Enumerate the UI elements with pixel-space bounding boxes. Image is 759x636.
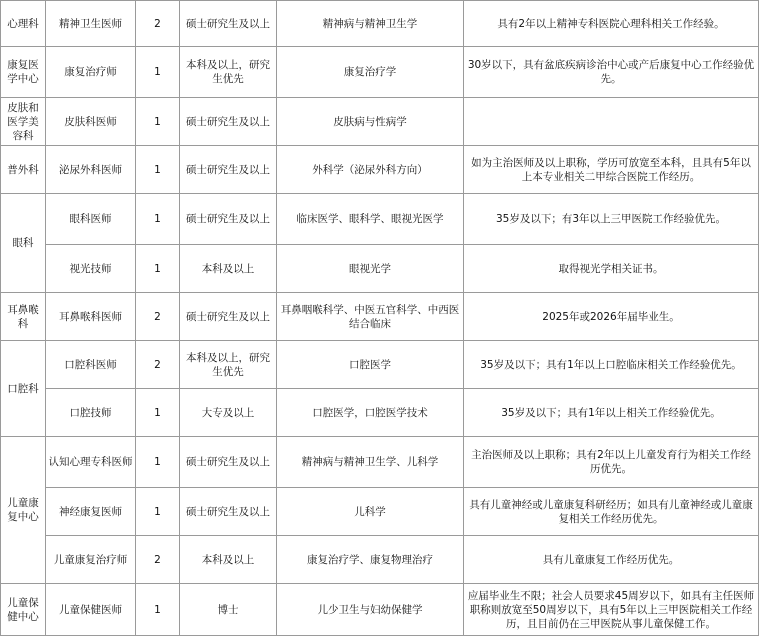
headcount-cell: 1 [136,389,180,437]
table-row [1,341,759,389]
table-row [1,437,759,488]
table-row [1,488,759,536]
department-cell: 心理科 [1,1,46,47]
education-cell: 硕士研究生及以上 [180,437,277,488]
headcount-cell: 2 [136,536,180,584]
requirement-cell: 主治医师及以上职称；具有2年以上儿童发育行为相关工作经历优先。 [464,437,759,488]
requirement-cell: 具有儿童康复工作经历优先。 [464,536,759,584]
education-cell: 硕士研究生及以上 [180,194,277,245]
headcount-cell: 1 [136,98,180,146]
major-cell: 皮肤病与性病学 [277,98,464,146]
position-cell: 口腔科医师 [46,341,136,389]
education-cell: 硕士研究生及以上 [180,488,277,536]
table-row [1,98,759,146]
headcount-cell: 1 [136,146,180,194]
table-row [1,293,759,341]
major-cell: 眼视光学 [277,245,464,293]
headcount-cell: 1 [136,488,180,536]
major-cell: 临床医学、眼科学、眼视光医学 [277,194,464,245]
headcount-cell: 1 [136,245,180,293]
department-cell: 口腔科 [1,341,46,437]
position-cell: 康复治疗师 [46,47,136,98]
requirement-cell: 具有儿童神经或儿童康复科研经历；如具有儿童神经或儿童康复相关工作经历优先。 [464,488,759,536]
headcount-cell: 2 [136,1,180,47]
requirement-cell: 35岁及以下；具有1年以上相关工作经验优先。 [464,389,759,437]
education-cell: 大专及以上 [180,389,277,437]
department-cell: 儿童康复中心 [1,437,46,584]
headcount-cell: 1 [136,584,180,636]
position-cell: 耳鼻喉科医师 [46,293,136,341]
position-cell: 视光技师 [46,245,136,293]
requirement-cell: 应届毕业生不限；社会人员要求45周岁以下，如具有主任医师职称则放宽至50周岁以下，具有5年以上三甲医院相关工作经历，且目前仍在三甲医院从事儿童保健工作。 [464,584,759,636]
position-cell: 认知心理专科医师 [46,437,136,488]
major-cell: 外科学（泌尿外科方向） [277,146,464,194]
education-cell: 本科及以上，研究生优先 [180,47,277,98]
department-cell: 儿童保健中心 [1,584,46,636]
table-row [1,194,759,245]
headcount-cell: 1 [136,437,180,488]
major-cell: 儿科学 [277,488,464,536]
position-cell: 皮肤科医师 [46,98,136,146]
position-cell: 泌尿外科医师 [46,146,136,194]
position-cell: 神经康复医师 [46,488,136,536]
headcount-cell: 1 [136,47,180,98]
education-cell: 本科及以上 [180,245,277,293]
table-row [1,1,759,47]
department-cell: 康复医学中心 [1,47,46,98]
headcount-cell: 1 [136,194,180,245]
major-cell: 口腔医学 [277,341,464,389]
position-cell: 精神卫生医师 [46,1,136,47]
education-cell: 博士 [180,584,277,636]
education-cell: 本科及以上 [180,536,277,584]
table-row [1,47,759,98]
major-cell: 儿少卫生与妇幼保健学 [277,584,464,636]
education-cell: 硕士研究生及以上 [180,293,277,341]
position-cell: 儿童保健医师 [46,584,136,636]
major-cell: 康复治疗学、康复物理治疗 [277,536,464,584]
requirement-cell: 取得视光学相关证书。 [464,245,759,293]
requirement-cell [464,98,759,146]
headcount-cell: 2 [136,341,180,389]
department-cell: 眼科 [1,194,46,293]
major-cell: 口腔医学，口腔医学技术 [277,389,464,437]
table-row [1,536,759,584]
department-cell: 耳鼻喉科 [1,293,46,341]
requirement-cell: 30岁以下，具有盆底疾病诊治中心或产后康复中心工作经验优先。 [464,47,759,98]
headcount-cell: 2 [136,293,180,341]
table-row [1,389,759,437]
requirement-cell: 35岁及以下；有3年以上三甲医院工作经验优先。 [464,194,759,245]
position-cell: 眼科医师 [46,194,136,245]
major-cell: 耳鼻咽喉科学、中医五官科学、中西医结合临床 [277,293,464,341]
requirement-cell: 如为主治医师及以上职称，学历可放宽至本科，且具有5年以上本专业相关二甲综合医院工作经历。 [464,146,759,194]
education-cell: 硕士研究生及以上 [180,1,277,47]
table-row [1,245,759,293]
requirement-cell: 具有2年以上精神专科医院心理科相关工作经验。 [464,1,759,47]
education-cell: 硕士研究生及以上 [180,98,277,146]
table-row [1,146,759,194]
education-cell: 本科及以上，研究生优先 [180,341,277,389]
department-cell: 皮肤和医学美容科 [1,98,46,146]
requirement-cell: 2025年或2026年届毕业生。 [464,293,759,341]
position-cell: 儿童康复治疗师 [46,536,136,584]
department-cell: 普外科 [1,146,46,194]
table-row [1,584,759,636]
position-cell: 口腔技师 [46,389,136,437]
major-cell: 精神病与精神卫生学 [277,1,464,47]
major-cell: 康复治疗学 [277,47,464,98]
requirement-cell: 35岁及以下；具有1年以上口腔临床相关工作经验优先。 [464,341,759,389]
education-cell: 硕士研究生及以上 [180,146,277,194]
major-cell: 精神病与精神卫生学、儿科学 [277,437,464,488]
